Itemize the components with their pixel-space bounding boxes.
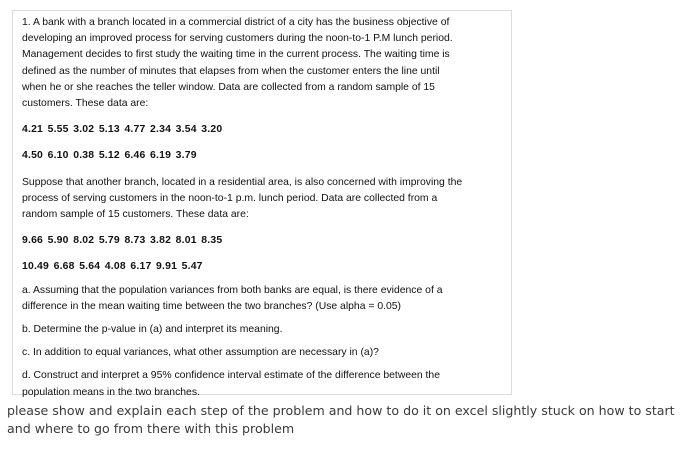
problem-text <box>22 15 497 401</box>
question-text <box>7 402 679 438</box>
branch-b-data-row-2: 10.49 6.68 5.64 4.08 6.17 9.91 5.47 <box>22 261 203 273</box>
part-b: b. Determine the p-value in (a) and interpret its meaning. <box>22 324 283 336</box>
question-line: please show and explain each step of the problem and how to do it on excel slightly stuck on how to start <box>7 403 675 418</box>
second-line: process of serving customers in the noon-to-1 p.m. lunch period. Data are collected from a <box>22 192 438 204</box>
intro-line: defined as the number of minutes that elapses from when the customer enters the line until <box>22 65 440 77</box>
branch-a-data-row-1: 4.21 5.55 3.02 5.13 4.77 2.34 3.54 3.20 <box>22 124 223 136</box>
branch-a-data-row-2: 4.50 6.10 0.38 5.12 6.46 6.19 3.79 <box>22 150 197 162</box>
intro-line: when he or she reaches the teller window. Data are collected from a random sample of 15 <box>22 81 435 93</box>
part-a-line: difference in the mean waiting time between the two branches? (Use alpha = 0.05) <box>22 300 402 312</box>
branch-b-data-row-1: 9.66 5.90 8.02 5.79 8.73 3.82 8.01 8.35 <box>22 235 223 247</box>
intro-line: Management decides to first study the waiting time in the current process. The waiting time is <box>22 49 450 61</box>
part-c: c. In addition to equal variances, what other assumption are necessary in (a)? <box>22 347 379 359</box>
question-line: and where to go from there with this problem <box>7 421 295 436</box>
second-line: random sample of 15 customers. These data are: <box>22 209 249 221</box>
part-a-line: a. Assuming that the population variances from both banks are equal, is there evidence of a <box>22 284 443 296</box>
second-line: Suppose that another branch, located in a residential area, is also concerned with improving the <box>22 176 463 188</box>
part-d-line: d. Construct and interpret a 95% confidence interval estimate of the difference between the <box>22 370 440 382</box>
problem-image <box>12 10 512 398</box>
intro-line: 1. A bank with a branch located in a commercial district of a city has the business objective of <box>22 17 450 28</box>
intro-line: customers. These data are: <box>22 98 149 110</box>
intro-line: developing an improved process for serving customers during the noon-to-1 P.M lunch period. <box>22 33 453 45</box>
part-d-line: population means in the two branches. <box>22 386 200 398</box>
